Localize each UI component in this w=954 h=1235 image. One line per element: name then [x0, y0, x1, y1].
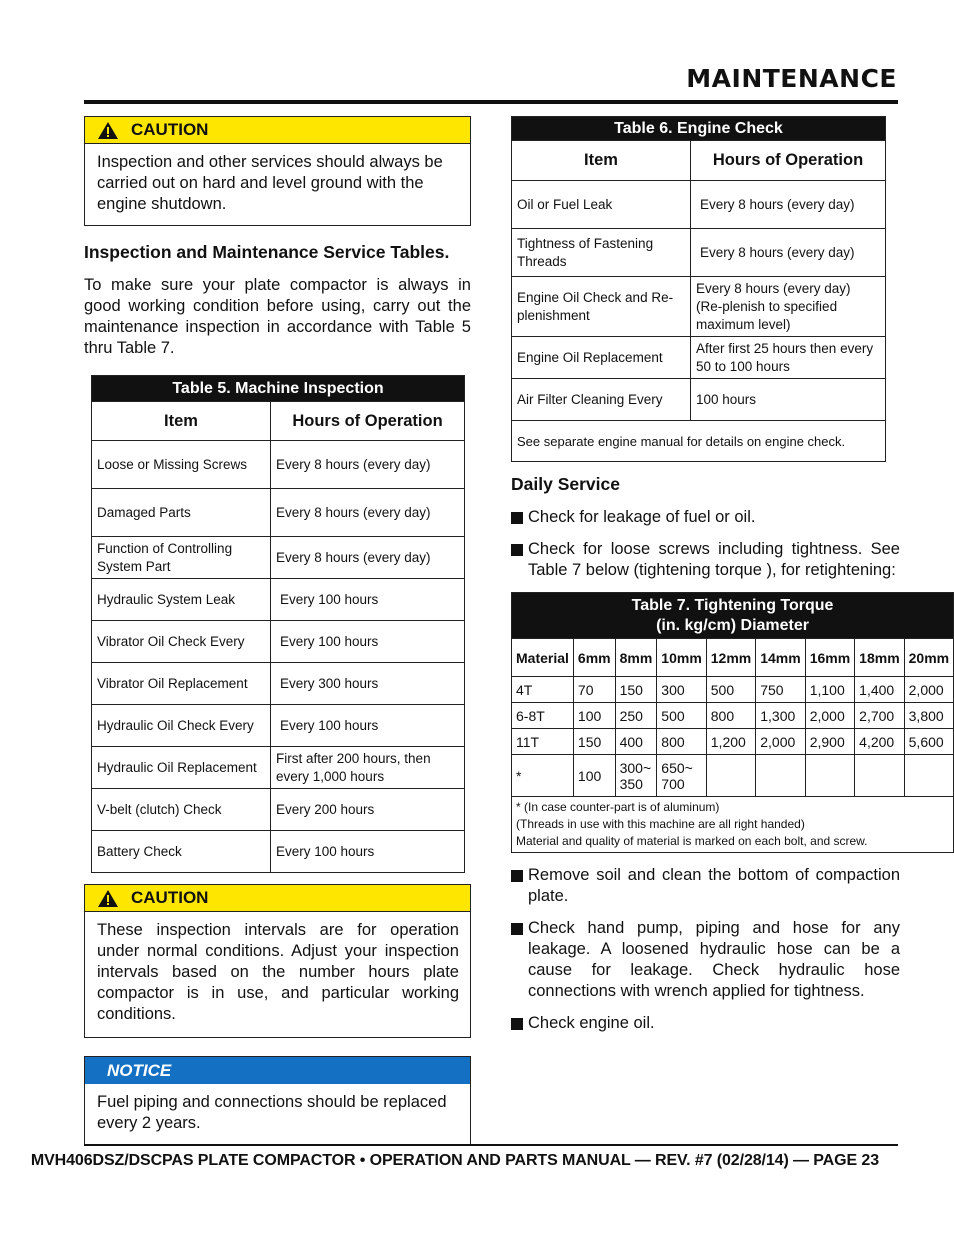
table-row: Vibrator Oil Replacement Every 300 hours: [92, 663, 465, 705]
table-row: 11T 150 400 800 1,200 2,000 2,900 4,200 5,600: [512, 729, 954, 755]
column-header: Hours of Operation: [691, 141, 886, 181]
caution-box-2: [84, 884, 471, 1038]
column-header: Hours of Operation: [271, 402, 465, 441]
table-row: Hydraulic Oil Check Every Every 100 hours: [92, 705, 465, 747]
table-caption: Table 6. Engine Check: [512, 117, 886, 141]
left-column: [84, 116, 471, 1159]
caution-label: CAUTION: [131, 120, 209, 139]
inspection-heading: Inspection and Maintenance Service Tables.: [84, 242, 450, 262]
table-row: * 100 300~ 350 650~ 700: [512, 755, 954, 797]
bottom-rule: [84, 1144, 898, 1146]
column-header: Item: [92, 402, 271, 441]
list-item: Check engine oil.: [511, 1013, 900, 1034]
right-column: [511, 116, 950, 1045]
notice-label: NOTICE: [85, 1057, 470, 1084]
column-header: 6mm: [573, 639, 615, 677]
table-row: Engine Oil Check and Re-plenishment Every 8 hours (every day) (Re-plenish to specified maximum level): [512, 277, 886, 337]
caution-label: CAUTION: [131, 888, 209, 907]
table-row: Loose or Missing Screws Every 8 hours (every day): [92, 441, 465, 489]
column-header: 16mm: [805, 639, 854, 677]
table-row: Tightness of Fastening Threads Every 8 hours (every day): [512, 229, 886, 277]
caution-text: Inspection and other services should always be carried out on hard and level ground with the engine shutdown.: [97, 153, 443, 213]
list-item: Check for leakage of fuel or oil.: [511, 507, 900, 528]
page-footer: MVH406DSZ/DSCPAS PLATE COMPACTOR • OPERATION AND PARTS MANUAL — REV. #7 (02/28/14) — PAGE 23: [30, 1152, 879, 1169]
table-caption: Table 5. Machine Inspection: [92, 376, 465, 402]
top-rule: [84, 100, 898, 104]
table-footnotes: * (In case counter-part is of aluminum) (Threads in use with this machine are all right handed) Material and quality of material is marked on each bolt, and screw.: [512, 797, 954, 853]
column-header: 10mm: [657, 639, 706, 677]
caution-text: These inspection intervals are for operation under normal conditions. Adjust your inspection intervals based on the number hours plate compactor is in use, and particular working conditions.: [97, 921, 459, 1023]
table-row: Hydraulic Oil Replacement First after 200 hours, then every 1,000 hours: [92, 747, 465, 789]
table-row: Function of Controlling System Part Every 8 hours (every day): [92, 537, 465, 579]
notice-box: [84, 1056, 471, 1145]
column-header: 18mm: [855, 639, 904, 677]
table-engine-check: [511, 116, 886, 462]
column-header: 12mm: [706, 639, 755, 677]
table-note: See separate engine manual for details on engine check.: [512, 421, 886, 462]
table-row: Air Filter Cleaning Every 100 hours: [512, 379, 886, 421]
inspection-paragraph: To make sure your plate compactor is always in good working condition before using, carry out the maintenance inspection in accordance with Table 5 thru Table 7.: [84, 276, 471, 357]
table-caption: Table 7. Tightening Torque (in. kg/cm) Diameter: [512, 593, 954, 639]
warning-icon: [97, 889, 119, 908]
table-row: Battery Check Every 100 hours: [92, 831, 465, 873]
table-row: 4T 70 150 300 500 750 1,100 1,400 2,000: [512, 677, 954, 703]
table-machine-inspection: [91, 375, 465, 873]
column-header: 8mm: [615, 639, 657, 677]
table-row: Oil or Fuel Leak Every 8 hours (every day): [512, 181, 886, 229]
table-row: Hydraulic System Leak Every 100 hours: [92, 579, 465, 621]
list-item: Remove soil and clean the bottom of compaction plate.: [511, 865, 900, 907]
list-item: Check hand pump, piping and hose for any leakage. A loosened hydraulic hose can be a cause for leakage. Check hydraulic hose connections with wrench applied for tightness.: [511, 918, 900, 1002]
caution-box-1: [84, 116, 471, 226]
table-tightening-torque: [511, 592, 954, 853]
table-row: Damaged Parts Every 8 hours (every day): [92, 489, 465, 537]
section-title: MAINTENANCE: [686, 64, 897, 93]
column-header: 14mm: [756, 639, 805, 677]
daily-service-heading: Daily Service: [511, 474, 620, 494]
notice-text: Fuel piping and connections should be replaced every 2 years.: [97, 1093, 447, 1132]
warning-icon: [97, 121, 119, 140]
column-header: Material: [512, 639, 574, 677]
column-header: 20mm: [904, 639, 953, 677]
list-item: Check for loose screws including tightness. See Table 7 below (tightening torque ), for retightening:: [511, 539, 900, 581]
table-row: Vibrator Oil Check Every Every 100 hours: [92, 621, 465, 663]
table-row: 6-8T 100 250 500 800 1,300 2,000 2,700 3,800: [512, 703, 954, 729]
table-row: Engine Oil Replacement After first 25 hours then every 50 to 100 hours: [512, 337, 886, 379]
column-header: Item: [512, 141, 691, 181]
table-row: V-belt (clutch) Check Every 200 hours: [92, 789, 465, 831]
